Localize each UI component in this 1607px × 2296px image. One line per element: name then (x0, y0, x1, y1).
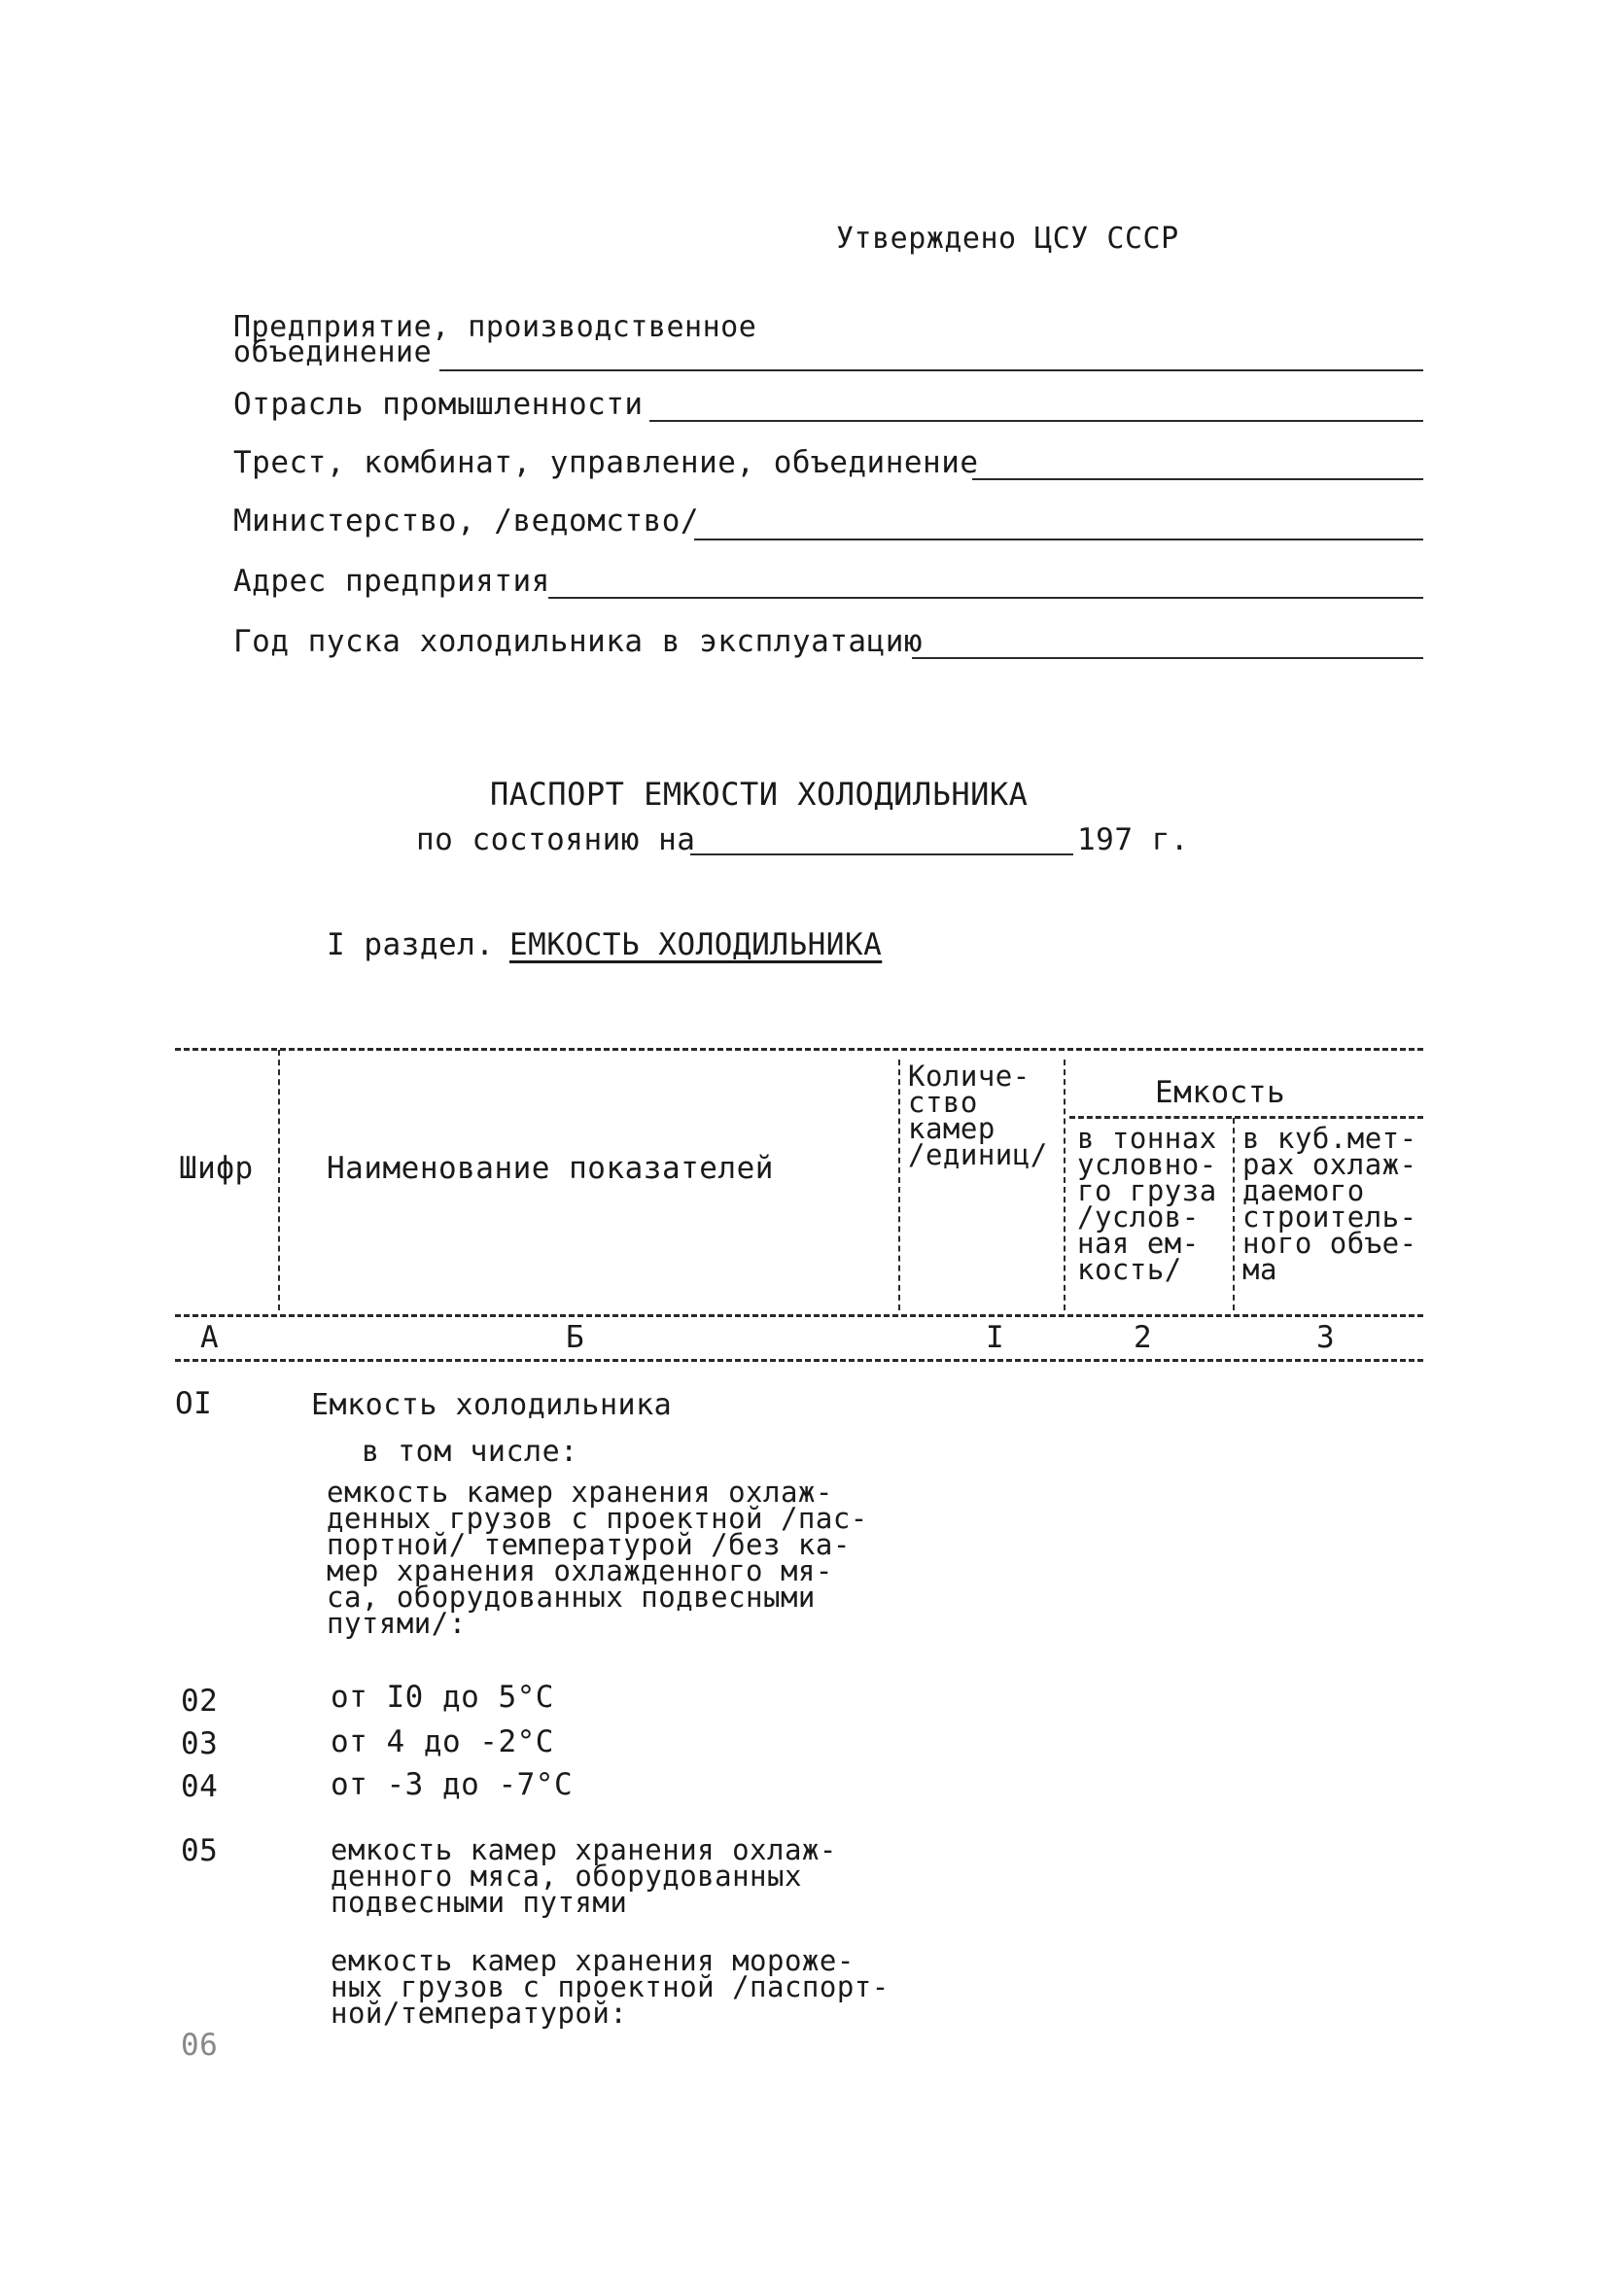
header-capacity: Емкость (1155, 1075, 1286, 1110)
row-text: емкость камер хранения охлаж- денного мяса, оборудованных подвесными путями (331, 1833, 837, 1919)
row-text: Емкость холодильника (311, 1388, 673, 1422)
index-bottom-border (175, 1359, 1423, 1362)
document-title: ПАСПОРТ ЕМКОСТИ ХОЛОДИЛЬНИКА (490, 776, 1029, 813)
field-label-enterprise: Предприятие, производственное объединение (233, 310, 757, 369)
field-line-launch-year[interactable] (912, 657, 1423, 659)
capacity-subheader-rule (1069, 1116, 1423, 1119)
header-count: Количе- ство камер /единиц/ (908, 1060, 1048, 1171)
row-text: емкость камер хранения мороже- ных грузов с проектной /паспорт- ной/температурой: (331, 1944, 890, 2030)
divider-count-capacity (1064, 1060, 1066, 1310)
col-index-3: 3 (1316, 1320, 1336, 1355)
date-line[interactable] (690, 853, 1073, 855)
field-line-address[interactable] (548, 597, 1423, 599)
field-line-trust[interactable] (972, 478, 1423, 480)
header-name: Наименование показателей (327, 1151, 774, 1186)
row-text: от 4 до -2°С (331, 1724, 554, 1759)
row-code: 06 (181, 2028, 219, 2063)
row-text: от I0 до 5°С (331, 1680, 554, 1715)
row-code: 05 (181, 1833, 219, 1868)
col-index-1: I (986, 1320, 1005, 1355)
field-line-industry[interactable] (649, 420, 1423, 422)
field-line-enterprise[interactable] (439, 369, 1423, 371)
divider-name-count (898, 1060, 900, 1310)
field-label-launch-year: Год пуска холодильника в эксплуатацию (233, 624, 924, 659)
field-label-industry: Отрасль промышленности (233, 387, 644, 422)
section-prefix: I раздел. (327, 927, 495, 962)
row-text: емкость камер хранения охлаж- денных грузов с проектной /пас- портной/ температурой /без ка- мер хранения охлажденного мя- са, оборудованных подвесными путями/: (327, 1476, 868, 1640)
field-label-address: Адрес предприятия (233, 564, 550, 599)
field-label-trust: Трест, комбинат, управление, объединение (233, 445, 979, 480)
header-bottom-border (175, 1314, 1423, 1317)
section-title: ЕМКОСТЬ ХОЛОДИЛЬНИКА (509, 927, 883, 962)
header-cubic: в куб.мет- рах охлаж- даемого строитель- ного объе- ма (1242, 1122, 1417, 1286)
row-code: 04 (181, 1769, 219, 1804)
col-index-b: Б (566, 1320, 585, 1355)
field-line-ministry[interactable] (694, 539, 1423, 540)
date-prefix: по состоянию на (416, 822, 696, 857)
header-code: Шифр (179, 1151, 254, 1186)
date-suffix: 197 г. (1077, 822, 1189, 857)
col-index-a: А (200, 1320, 220, 1355)
row-text: от -3 до -7°С (331, 1767, 574, 1802)
row-text: в том числе: (362, 1435, 578, 1469)
approval-stamp: Утверждено ЦСУ СССР (836, 222, 1179, 256)
row-code: 03 (181, 1726, 219, 1761)
table-top-border (175, 1048, 1423, 1051)
field-label-ministry: Министерство, /ведомство/ (233, 504, 700, 539)
divider-tons-cubic (1233, 1118, 1235, 1310)
row-code: 02 (181, 1684, 219, 1719)
row-code: OI (175, 1386, 213, 1421)
header-tons: в тоннах условно- го груза /услов- ная ем- кость/ (1077, 1122, 1217, 1286)
col-index-2: 2 (1134, 1320, 1153, 1355)
divider-code-name (278, 1050, 280, 1310)
